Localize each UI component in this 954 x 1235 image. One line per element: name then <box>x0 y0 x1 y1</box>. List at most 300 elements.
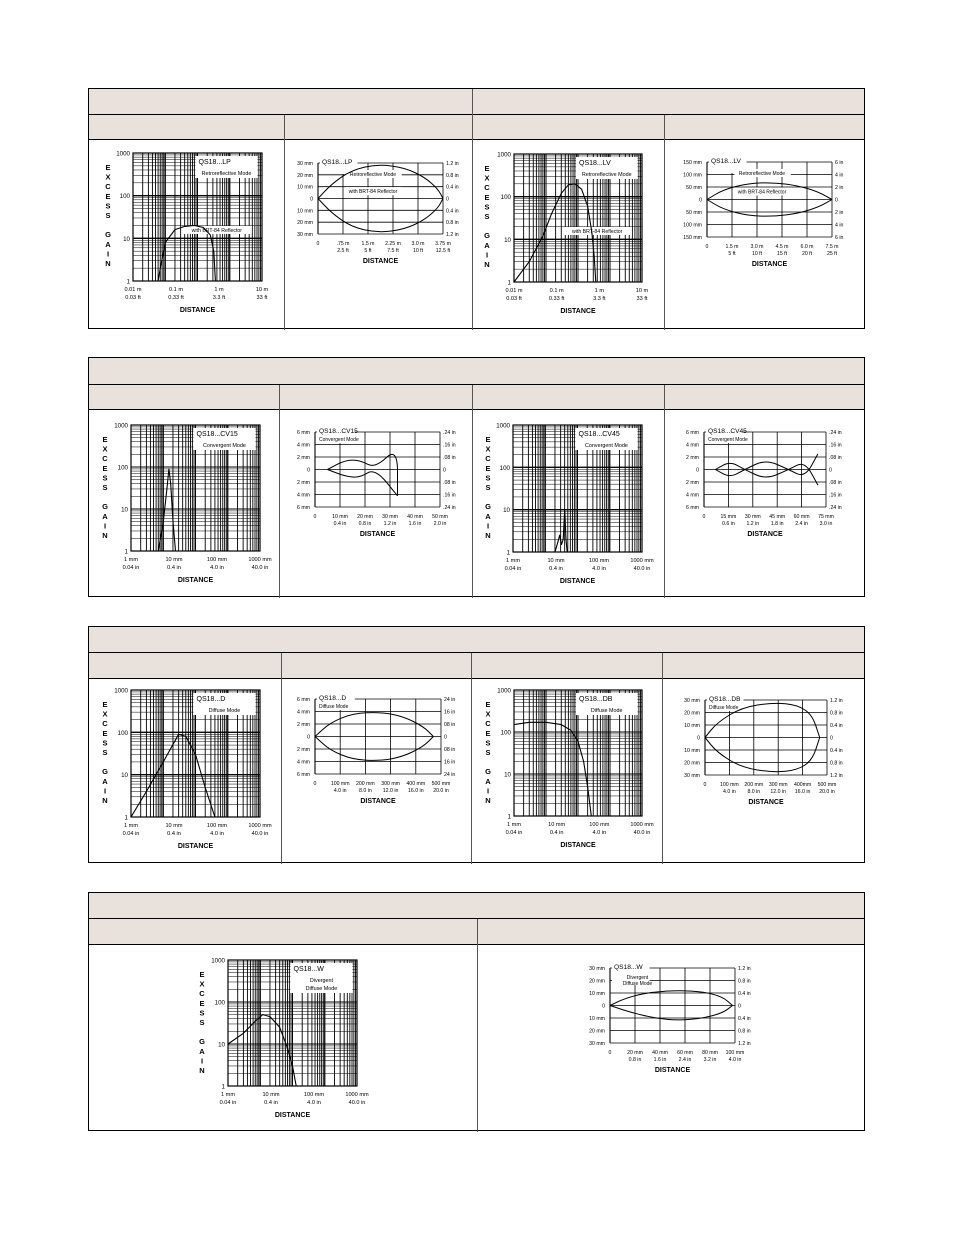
x-tick-label: 100 mm <box>589 822 610 828</box>
beam-lower-curve <box>318 199 443 232</box>
y-axis-letter: C <box>199 989 205 999</box>
x-tick-label: 1 mm <box>124 823 138 829</box>
y-axis-letter: S <box>199 1018 205 1027</box>
x-tick-label: 40.0 in <box>251 831 269 837</box>
y-tick-label: 30 mm <box>589 1041 605 1047</box>
chart-title: QS18...LP <box>322 159 353 166</box>
y-tick-label: 100 mm <box>683 172 702 179</box>
y-tick-label: 50 mm <box>686 210 702 216</box>
y-tick-label: 10 mm <box>297 184 313 191</box>
x-tick-label: 0 <box>316 241 320 247</box>
y-tick-label: 4 mm <box>686 492 699 499</box>
x-tick-label: 30 mm <box>744 514 761 520</box>
x-tick-label: 60 mm <box>793 514 810 520</box>
x-tick-label: 3.3 ft <box>593 296 606 302</box>
y-tick-label: 0.8 in <box>830 760 843 767</box>
y-tick-label: 10 <box>121 772 128 780</box>
y-tick-label: 08 in <box>444 747 456 753</box>
x-tick-label: 2.0 in <box>433 521 447 527</box>
x-tick-label: 10 mm <box>262 1092 280 1098</box>
x-tick-label: 100 mm <box>206 557 228 563</box>
x-tick-label: 20 mm <box>627 1050 643 1056</box>
x-tick-label: 10 ft <box>751 251 763 257</box>
x-axis-label: DISTANCE <box>751 261 788 268</box>
y-axis-letter: E <box>484 164 490 173</box>
x-tick-label: 0.4 in <box>549 566 563 572</box>
y-axis-letter: I <box>486 786 490 796</box>
x-tick-label: 40.0 in <box>348 1100 366 1106</box>
y-tick-label: 0.8 in <box>446 220 459 227</box>
y-tick-label: 0 <box>738 1003 741 1010</box>
x-tick-label: 20.0 in <box>819 789 835 795</box>
y-tick-label: .24 in <box>829 430 842 436</box>
x-tick-label: 0 <box>313 781 317 787</box>
y-tick-label: 0 <box>602 1003 605 1010</box>
y-axis-letter: E <box>102 700 108 709</box>
y-axis-letter: S <box>485 483 491 492</box>
y-tick-label: 1.2 in <box>446 232 459 238</box>
y-tick-label: 0 <box>696 467 699 474</box>
mode-label: Retroreflective Mode <box>349 172 397 178</box>
y-axis-letter: A <box>484 240 490 250</box>
chart-w-gain <box>199 958 369 1120</box>
y-tick-label: .16 in <box>443 492 456 499</box>
y-tick-label: 10 mm <box>589 1016 605 1022</box>
x-axis-label: DISTANCE <box>560 842 596 849</box>
x-tick-label: 1 m <box>594 288 604 294</box>
y-tick-label: 100 <box>119 193 130 201</box>
x-axis-label: DISTANCE <box>177 577 214 584</box>
x-tick-label: 3.3 ft <box>212 295 226 301</box>
x-tick-label: 4.0 in <box>307 1100 321 1106</box>
y-axis-letter: X <box>484 173 490 183</box>
y-tick-label: 30 mm <box>684 773 700 779</box>
mode-label: Diffuse Mode <box>709 705 739 711</box>
y-tick-label: 20 mm <box>589 1028 605 1035</box>
mode-label: Diffuse Mode <box>208 708 241 714</box>
y-tick-label: 4 mm <box>297 442 310 449</box>
chart-title: QS18...CV45 <box>578 431 620 438</box>
y-tick-label: 1 <box>507 279 511 287</box>
x-tick-label: 7.5 m <box>825 244 839 250</box>
y-tick-label: 2 mm <box>686 480 699 486</box>
x-tick-label: 1000 mm <box>345 1092 369 1098</box>
y-tick-label: 20 mm <box>684 760 700 767</box>
y-tick-label: .08 in <box>443 480 456 486</box>
x-tick-label: 1 m <box>214 287 224 293</box>
y-axis-letter: G <box>485 767 491 777</box>
x-tick-label: 1 mm <box>124 557 138 563</box>
mode-label: Diffuse Mode <box>590 708 623 714</box>
x-axis-label: DISTANCE <box>274 1112 311 1119</box>
y-tick-label: 2 mm <box>297 747 310 753</box>
y-axis-letter: S <box>102 483 108 492</box>
y-tick-label: 0 <box>697 735 700 742</box>
x-axis-label: DISTANCE <box>560 308 596 315</box>
mode-label: Diffuse Mode <box>305 986 338 992</box>
mode-label: Divergent <box>626 975 649 981</box>
x-tick-label: 0.04 in <box>122 565 140 571</box>
chart-cv45-gain <box>485 423 654 586</box>
y-tick-label: 4 mm <box>686 442 699 449</box>
x-tick-label: 1000 mm <box>248 557 272 563</box>
y-tick-label: 0.8 in <box>830 710 843 717</box>
y-tick-label: 1 <box>124 548 128 556</box>
y-axis-letter: N <box>485 531 491 540</box>
y-axis-letter: X <box>199 979 205 989</box>
y-axis-letter: X <box>105 172 111 182</box>
y-axis-letter: X <box>102 444 108 454</box>
y-axis-letter: S <box>105 211 111 220</box>
y-axis-letter: A <box>105 239 111 249</box>
y-tick-label: 6 mm <box>297 505 310 511</box>
x-tick-label: 100 mm <box>725 1050 745 1056</box>
y-tick-label: 4 in <box>835 172 844 179</box>
y-axis-letter: N <box>102 531 108 540</box>
x-tick-label: 200 mm <box>744 782 764 788</box>
y-tick-label: 20 mm <box>589 978 605 985</box>
chart-lv-beam <box>683 157 843 268</box>
y-tick-label: 08 in <box>444 722 456 728</box>
x-tick-label: 4.0 in <box>210 565 224 571</box>
y-axis-letter: E <box>105 163 111 172</box>
x-tick-label: 400 mm <box>406 781 426 787</box>
x-tick-label: 4.0 in <box>728 1057 742 1063</box>
x-tick-label: 4.0 in <box>592 566 606 572</box>
x-tick-label: 0.03 ft <box>506 296 522 302</box>
y-axis-letter: S <box>102 473 108 483</box>
x-tick-label: 12.0 in <box>382 788 399 794</box>
y-axis-letter: E <box>485 463 491 473</box>
x-tick-label: 100 mm <box>206 823 228 829</box>
chart-w-beam <box>589 963 751 1074</box>
x-tick-label: 10 m <box>635 288 649 294</box>
y-tick-label: 0 <box>307 734 310 741</box>
x-tick-label: 1.5 m <box>725 244 739 250</box>
x-tick-label: 60 mm <box>677 1050 693 1056</box>
x-tick-label: 50 mm <box>432 514 448 520</box>
y-axis-letter: N <box>102 796 108 805</box>
x-tick-label: 1.8 in <box>770 521 784 527</box>
x-tick-label: 3.0 m <box>750 244 764 250</box>
x-tick-label: 0.4 in <box>264 1100 278 1106</box>
x-tick-label: 0.4 in <box>167 565 181 571</box>
mode-label: Retroreflective Mode <box>738 171 786 177</box>
y-tick-label: 1000 <box>211 957 225 965</box>
y-tick-label: 2 mm <box>297 480 310 486</box>
mode-label: Diffuse Mode <box>622 981 653 987</box>
y-tick-label: 1000 <box>496 422 510 430</box>
x-tick-label: 8.0 in <box>747 789 761 795</box>
y-axis-letter: G <box>105 230 111 240</box>
x-tick-label: 2.4 in <box>795 521 808 527</box>
x-tick-label: 45 mm <box>769 514 786 520</box>
y-tick-label: 30 mm <box>297 232 313 238</box>
note-label: with BRT-84 Reflector <box>737 189 787 196</box>
x-tick-label: 0 <box>313 514 317 520</box>
chart-cv45-beam <box>686 427 842 538</box>
x-tick-label: 4.5 m <box>775 244 789 250</box>
y-axis-letter: X <box>485 709 491 719</box>
x-tick-label: 8.0 in <box>359 788 372 794</box>
x-tick-label: 3.0 in <box>819 521 833 527</box>
y-tick-label: 10 mm <box>684 723 700 729</box>
y-axis-letter: S <box>102 738 108 748</box>
chart-title: QS18...DB <box>709 696 741 703</box>
y-tick-label: 30 mm <box>589 966 605 972</box>
x-tick-label: 33 ft <box>256 295 268 301</box>
y-tick-label: 150 mm <box>683 160 702 166</box>
beam-lower-curve <box>707 200 832 217</box>
x-tick-label: 1.6 in <box>408 521 422 527</box>
y-axis-letter: G <box>485 502 491 512</box>
y-tick-label: 10 <box>504 236 511 244</box>
x-tick-label: 40.0 in <box>251 565 269 571</box>
mode-label: Retroreflective Mode <box>201 171 252 177</box>
y-tick-label: 10 <box>503 507 510 515</box>
y-axis-letter: A <box>199 1046 205 1056</box>
y-tick-label: 100 mm <box>683 222 702 229</box>
y-tick-label: 2 in <box>835 185 844 191</box>
y-axis-letter: X <box>485 444 491 454</box>
chart-lv-gain <box>484 152 648 316</box>
x-tick-label: 2.5 ft <box>337 248 349 254</box>
y-tick-label: .16 in <box>829 442 842 449</box>
x-tick-label: 300 mm <box>768 782 788 788</box>
y-tick-label: .24 in <box>443 505 456 511</box>
x-tick-label: 400mm <box>793 782 812 788</box>
x-tick-label: 0.33 ft <box>168 295 184 301</box>
mode-label: Convergent Mode <box>319 437 359 443</box>
y-tick-label: 2 mm <box>297 722 310 728</box>
y-tick-label: 0 <box>310 196 313 203</box>
x-tick-label: 1.2 in <box>383 521 397 527</box>
y-tick-label: 100 <box>499 464 510 472</box>
y-axis-letter: E <box>485 435 491 444</box>
x-tick-label: 0.01 m <box>505 288 523 294</box>
y-tick-label: 10 mm <box>297 208 313 215</box>
x-tick-label: 500 mm <box>817 782 837 788</box>
mode-label: Divergent <box>309 978 333 984</box>
y-tick-label: 6 mm <box>297 697 310 703</box>
y-tick-label: 1.2 in <box>738 1041 751 1047</box>
x-tick-label: 300 mm <box>381 781 400 787</box>
y-tick-label: 24 in <box>444 697 456 703</box>
y-tick-label: 20 mm <box>297 220 313 227</box>
y-tick-label: 16 in <box>444 759 456 766</box>
y-tick-label: 1 <box>507 813 511 821</box>
y-tick-label: 1000 <box>497 687 511 695</box>
y-tick-label: 0 <box>830 735 833 742</box>
y-axis-letter: A <box>102 776 108 786</box>
chart-lp-beam <box>297 158 459 265</box>
chart-cv15-gain <box>102 423 272 585</box>
x-tick-label: 0.8 in <box>358 521 372 527</box>
y-axis-letter: C <box>102 719 108 729</box>
y-tick-label: 0.4 in <box>738 1016 751 1022</box>
x-tick-label: 10 mm <box>548 822 566 828</box>
x-tick-label: 10 ft <box>412 248 424 254</box>
chart-title: QS18...CV45 <box>708 428 747 435</box>
x-tick-label: 2.25 m <box>385 241 401 247</box>
mode-label: Convergent Mode <box>708 437 748 443</box>
y-axis-letter: S <box>485 473 491 483</box>
x-axis-label: DISTANCE <box>747 531 783 538</box>
x-tick-label: 40 mm <box>407 514 423 520</box>
y-axis-letter: A <box>485 511 491 521</box>
x-tick-label: 0.1 m <box>169 287 183 293</box>
x-tick-label: 0.03 ft <box>125 295 141 301</box>
y-axis-letter: E <box>102 435 108 444</box>
x-axis-label: DISTANCE <box>748 799 784 806</box>
y-tick-label: 2 in <box>835 210 844 216</box>
y-tick-label: .08 in <box>443 455 456 461</box>
y-tick-label: 10 mm <box>684 748 700 754</box>
y-tick-label: 150 mm <box>683 235 702 241</box>
y-tick-label: 30 mm <box>684 698 700 704</box>
y-tick-label: 0 <box>443 467 446 474</box>
x-tick-label: 200 mm <box>356 781 375 787</box>
x-tick-label: 1000 mm <box>630 558 654 564</box>
x-tick-label: 80 mm <box>702 1050 718 1056</box>
y-tick-label: 0 <box>444 734 447 741</box>
x-tick-label: 0.01 m <box>124 287 142 293</box>
y-tick-label: 100 <box>214 999 225 1007</box>
y-axis-letter: I <box>200 1056 204 1066</box>
x-tick-label: 4.0 in <box>723 789 736 795</box>
y-tick-label: 0.4 in <box>446 184 459 191</box>
y-axis-letter: N <box>485 796 491 805</box>
x-tick-label: 30 mm <box>382 514 398 520</box>
chart-db-gain <box>485 688 654 850</box>
y-tick-label: 6 in <box>835 160 844 166</box>
y-tick-label: 1.2 in <box>446 161 459 167</box>
x-axis-label: DISTANCE <box>359 531 396 538</box>
y-axis-letter: N <box>105 259 111 268</box>
x-tick-label: 1 mm <box>221 1092 235 1098</box>
y-tick-label: .08 in <box>829 455 842 461</box>
y-axis-letter: I <box>485 250 489 260</box>
x-tick-label: 0.6 in <box>722 521 735 527</box>
y-axis-letter: S <box>485 748 491 757</box>
x-tick-label: 1000 mm <box>630 822 654 828</box>
x-tick-label: 100 mm <box>588 558 610 564</box>
y-tick-label: .08 in <box>829 480 842 486</box>
y-axis-letter: S <box>485 738 491 748</box>
x-tick-label: 15 mm <box>720 514 737 520</box>
note-label: with BRT-84 Reflector <box>348 189 398 196</box>
y-tick-label: 4 mm <box>297 709 310 716</box>
x-tick-label: 3.75 m <box>435 241 451 247</box>
y-tick-label: 24 in <box>444 772 456 778</box>
y-tick-label: 1 <box>506 549 510 557</box>
x-tick-label: 0.4 in <box>549 830 564 836</box>
x-tick-label: 0 <box>703 782 707 788</box>
x-tick-label: 4.0 in <box>210 831 224 837</box>
y-tick-label: 0.8 in <box>446 172 459 179</box>
y-tick-label: 100 <box>117 729 128 737</box>
x-tick-label: 0.04 in <box>122 831 140 837</box>
y-axis-letter: E <box>199 970 205 979</box>
y-axis-letter: E <box>102 728 108 738</box>
y-axis-letter: C <box>484 183 490 193</box>
y-tick-label: 6 in <box>835 235 844 241</box>
x-tick-label: 12.5 ft <box>435 248 451 254</box>
chart-title: QS18...W <box>293 966 324 973</box>
x-tick-label: 1.6 in <box>653 1057 667 1063</box>
y-axis-letter: E <box>484 192 490 202</box>
gain-curve <box>514 722 591 816</box>
y-tick-label: 4 mm <box>297 759 310 766</box>
x-tick-label: 10 m <box>255 287 269 293</box>
x-tick-label: 12.0 in <box>770 789 786 795</box>
x-tick-label: 0.4 in <box>333 521 347 527</box>
x-tick-label: 40.0 in <box>633 830 651 836</box>
x-tick-label: 1 mm <box>507 822 521 828</box>
y-axis-letter: G <box>102 502 108 512</box>
x-tick-label: 0.33 ft <box>548 296 565 302</box>
y-tick-label: 2 mm <box>686 455 699 461</box>
x-tick-label: 7.5 ft <box>387 248 399 254</box>
y-axis-letter: E <box>105 191 111 201</box>
y-tick-label: 100 <box>500 729 511 737</box>
y-tick-label: .16 in <box>443 442 456 449</box>
y-tick-label: 6 mm <box>297 772 310 778</box>
y-tick-label: 1000 <box>114 422 128 430</box>
y-tick-label: 10 <box>121 506 128 514</box>
chart-db-beam <box>684 695 843 806</box>
x-tick-label: 0.8 in <box>628 1057 642 1063</box>
x-tick-label: 4.0 in <box>592 830 607 836</box>
y-tick-label: 1 <box>126 278 130 286</box>
y-axis-letter: N <box>484 260 490 269</box>
x-tick-label: 16.0 in <box>408 788 424 794</box>
y-tick-label: 0 <box>829 467 832 474</box>
x-tick-label: 1.2 in <box>746 521 760 527</box>
y-axis-letter: C <box>105 182 111 192</box>
y-tick-label: 2 mm <box>297 455 310 461</box>
y-tick-label: 0 <box>307 467 310 474</box>
x-tick-label: 40 mm <box>652 1050 668 1056</box>
y-axis-letter: C <box>485 454 491 464</box>
x-tick-label: 15 ft <box>776 251 788 257</box>
y-tick-label: 1.2 in <box>830 773 843 779</box>
note-label: with BRT-84 Reflector <box>191 227 243 234</box>
y-tick-label: 10 <box>123 235 130 243</box>
chart-title: QS18...CV15 <box>319 428 358 435</box>
y-axis-letter: I <box>486 521 490 531</box>
y-axis-letter: E <box>199 998 205 1008</box>
x-tick-label: 0.04 in <box>219 1100 237 1106</box>
x-tick-label: 0 <box>705 244 709 250</box>
chart-cv15-beam <box>297 427 456 538</box>
x-tick-label: 1000 mm <box>248 823 272 829</box>
y-axis-letter: S <box>105 201 111 211</box>
y-tick-label: 10 <box>504 771 511 779</box>
y-tick-label: 10 mm <box>589 991 605 997</box>
chart-d-beam <box>297 694 455 805</box>
y-tick-label: .24 in <box>443 430 456 436</box>
x-tick-label: 100 mm <box>303 1092 325 1098</box>
y-tick-label: 0 <box>835 197 838 204</box>
x-tick-label: 0.04 in <box>504 566 522 572</box>
x-tick-label: 20.0 in <box>433 788 449 794</box>
x-axis-label: DISTANCE <box>179 307 216 314</box>
y-tick-label: 0 <box>699 197 702 204</box>
y-tick-label: 0.4 in <box>738 991 751 997</box>
x-tick-label: 40.0 in <box>633 566 651 572</box>
chart-title: QS18...LV <box>579 160 611 167</box>
